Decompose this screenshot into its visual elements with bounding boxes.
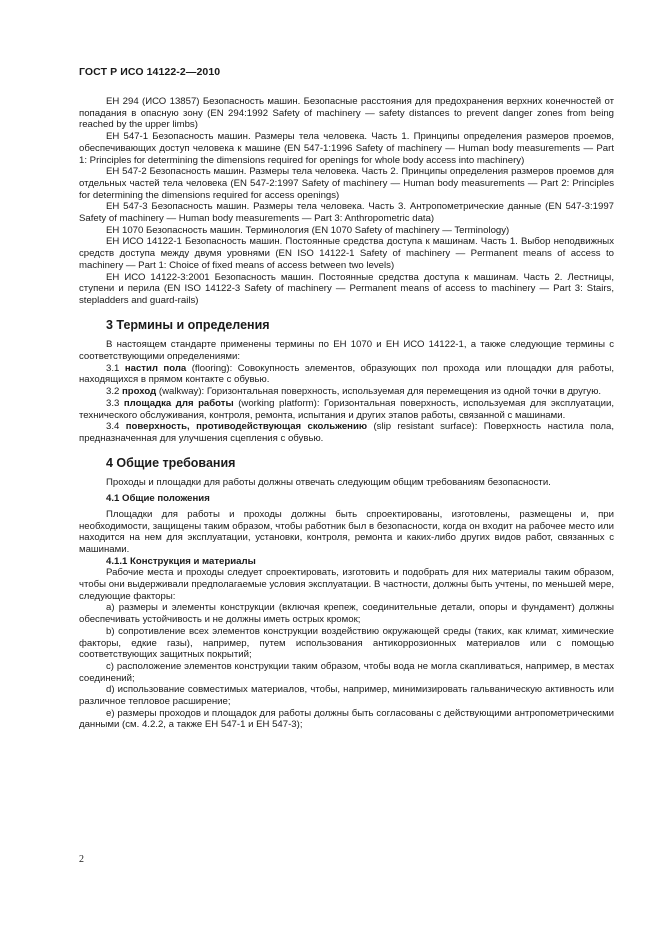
term-text: (walkway): Горизонтальная поверхность, используемая для перемещения из одной точки в другую. — [156, 386, 602, 398]
section-4-intro: Проходы и площадки для работы должны отвечать следующим общим требованиям безопасности. — [106, 477, 551, 489]
reference-item: ЕН 547-1 Безопасность машин. Размеры тела человека. Часть 1. Принципы определения размеров проемов, обеспечивающих доступ человека к машине (EN 547-1:1996 Safety of machinery — Human body measurements — Part 1: Principles for determining the dimensions required for openings for whole body access into machinery) — [79, 131, 615, 166]
subsection-4-1-text: Площадки для работы и проходы должны быть спроектированы, изготовлены, размещены и, при необходимости, защищены таким образом, чтобы работник был в безопасности, когда он входит на рабочее место или находится на нем для эксплуатации, установки, контроля, ремонта и каких-либо других видов работ, связанных с машинами. — [79, 508, 614, 555]
reference-item: ЕН 547-2 Безопасность машин. Размеры тела человека. Часть 2. Принципы определения размеров проемов для отдельных частей тела человека (EN 547-2:1997 Safety of machinery — Human body measurements — Part 2: Principles for determining the dimensions required for access openings) — [79, 166, 614, 201]
term-name: поверхность, противодействующая скольжению — [125, 421, 368, 433]
list-item: d) использование совместимых материалов, чтобы, например, минимизировать гальваническую активность или различное тепловое расширение; — [79, 684, 614, 708]
term-number: 3.1 — [106, 362, 120, 374]
section-3-intro: В настоящем стандарте применены термины по ЕН 1070 и ЕН ИСО 14122-1, а также следующие термины с соответствующими определениями: — [79, 339, 614, 363]
list-item: с) расположение элементов конструкции таким образом, чтобы вода не могла скапливаться, например, в местах соединений; — [79, 660, 614, 684]
term-definition — [79, 421, 614, 444]
subsection-4-1-1-text: Рабочие места и проходы следует спроектировать, изготовить и подобрать для них материалы таким образом, чтобы они выдерживали предполагаемые условия эксплуатации. В частности, должны быть учтены, по меньшей мере, следующие факторы: — [79, 567, 614, 602]
term-definition — [79, 398, 614, 421]
reference-item: ЕН ИСО 14122-3:2001 Безопасность машин. Постоянные средства доступа к машинам. Часть 2. Лестницы, ступени и перила (EN ISO 14122-3 Safety of machinery — Permanent means of access to machinery — Part 3: Stairs, stepladders and guard-rails) — [79, 271, 614, 306]
page-content — [79, 96, 614, 731]
term-name: площадка для работы — [123, 397, 234, 409]
term-name: настил пола — [124, 362, 187, 374]
term-text: (flooring): Совокупность элементов, образующих пол прохода или площадки для работы, находящихся в прямом контакте с обувью. — [79, 362, 615, 386]
term-name: проход — [122, 386, 157, 398]
term-definition — [79, 386, 614, 398]
list-item: b) сопротивление всех элементов конструкции воздействию окружающей среды (таких, как климат, химические факторы, едкие газы), например, путем использования антикоррозионных материалов или с помощью соответствующих защитных покрытий; — [79, 625, 614, 661]
section-4-heading: 4 Общие требования — [106, 455, 236, 470]
term-text: (slip resistant surface): Поверхность настила пола, предназначенная для улучшения сцепления с обувью. — [79, 421, 614, 444]
term-number: 3.3 — [106, 397, 120, 409]
list-item: а) размеры и элементы конструкции (включая крепеж, соединительные детали, опоры и фундамент) должны обеспечивать устойчивость и не должны иметь острых кромок; — [79, 602, 614, 626]
term-text: (working platform): Горизонтальная поверхность, используемая для эксплуатации, технического обслуживания, контроля, ремонта, испытания и других этапов работы, связанной с машинами. — [79, 397, 614, 421]
term-definition — [79, 363, 614, 386]
normative-references — [79, 96, 614, 307]
subsection-4-1-heading: 4.1 Общие положения — [106, 493, 210, 505]
page-number: 2 — [79, 854, 84, 865]
list-item: е) размеры проходов и площадок для работы должны быть согласованы с действующими антропометрическими данными (см. 4.2.2, а также ЕН 547-1 и ЕН 547-3); — [79, 707, 614, 731]
reference-item: ЕН 547-3 Безопасность машин. Размеры тела человека. Часть 3. Антропометрические данные (EN 547-3:1997 Safety of machinery — Human body measurements — Part 3: Anthropometric data) — [79, 201, 614, 225]
term-number: 3.4 — [106, 421, 120, 433]
reference-item: ЕН 1070 Безопасность машин. Терминология (EN 1070 Safety of machinery — Terminology) — [106, 224, 510, 236]
reference-item: ЕН ИСО 14122-1 Безопасность машин. Постоянные средства доступа к машинам. Часть 1. Выбор неподвижных средств доступа между двумя уровнями (EN ISO 14122-1 Safety of machinery — Permanent means of access to machinery — Part 1: Choice of fixed means of access between two levels) — [79, 236, 614, 271]
subsection-4-1-1-heading: 4.1.1 Конструкция и материалы — [106, 555, 256, 567]
section-3-heading: 3 Термины и определения — [106, 317, 270, 332]
page-header-title: ГОСТ Р ИСО 14122-2—2010 — [79, 66, 221, 78]
reference-item: ЕН 294 (ИСО 13857) Безопасность машин. Безопасные расстояния для предохранения верхних конечностей от попадания в опасную зону (EN 294:1992 Safety of machinery — safety distances to prevent danger zones from being reached by the upper limbs) — [79, 96, 614, 131]
term-number: 3.2 — [106, 386, 120, 398]
